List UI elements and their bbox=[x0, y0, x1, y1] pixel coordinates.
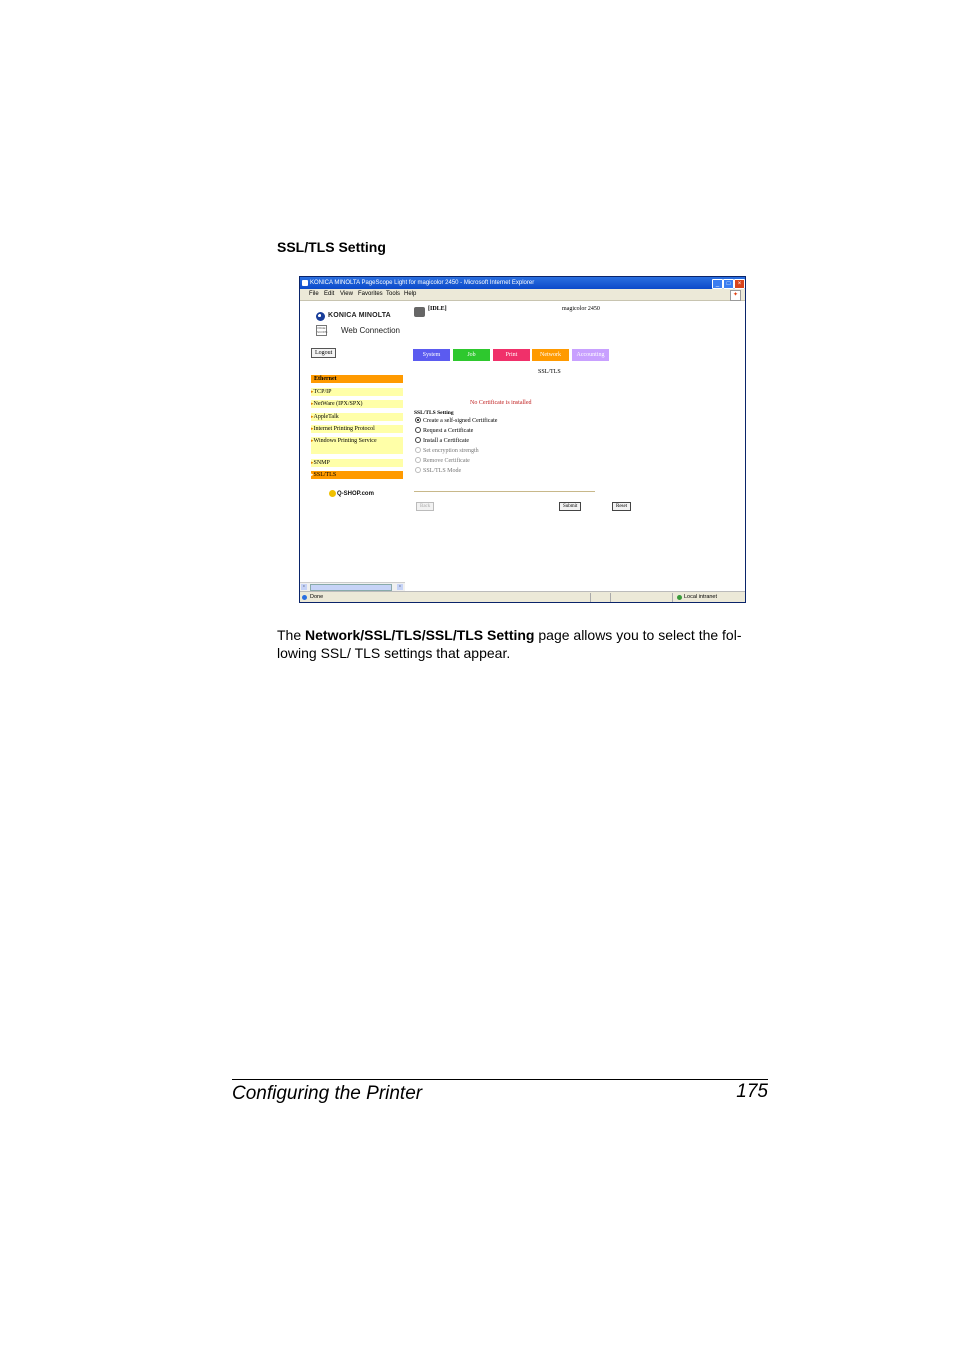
body-paragraph bbox=[277, 626, 759, 662]
status-done: Done bbox=[310, 594, 324, 600]
option-create-self-signed[interactable] bbox=[415, 417, 497, 425]
menu-help[interactable]: Help bbox=[404, 291, 417, 297]
radio-icon[interactable] bbox=[415, 437, 421, 443]
tab-job[interactable]: Job bbox=[453, 349, 490, 361]
radio-disabled-icon bbox=[415, 467, 421, 473]
menu-tools[interactable]: Tools bbox=[386, 291, 401, 297]
certificate-message: No Certificate is installed bbox=[470, 400, 532, 406]
bullet-icon: ▸ bbox=[311, 402, 314, 407]
bullet-icon: ▸ bbox=[311, 461, 314, 466]
sidebar-item-netware[interactable] bbox=[311, 400, 403, 408]
bullet-icon: ▸ bbox=[311, 439, 314, 444]
qshop-logo-icon bbox=[329, 490, 336, 497]
status-divider bbox=[590, 593, 591, 602]
printer-model: magicolor 2450 bbox=[562, 306, 600, 312]
body-text-suffix: page allows you to select the fol-lowing SSL/ TLS settings that appear. bbox=[277, 627, 742, 661]
product-name: Web Connection bbox=[341, 326, 400, 335]
option-request-certificate[interactable] bbox=[415, 427, 473, 435]
ie-window-icon bbox=[302, 280, 308, 286]
radio-disabled-icon bbox=[415, 457, 421, 463]
menu-favorites[interactable]: Favorites bbox=[358, 291, 383, 297]
sidebar-item-ssltls[interactable] bbox=[311, 471, 403, 479]
bullet-icon: ▸ bbox=[311, 415, 314, 420]
menu-file[interactable]: File bbox=[309, 291, 319, 297]
tab-print[interactable]: Print bbox=[493, 349, 530, 361]
sidebar-header-ethernet bbox=[311, 375, 403, 383]
printer-icon bbox=[414, 307, 425, 317]
brand-name: KONICA MINOLTA bbox=[328, 312, 391, 319]
sidebar-item-label: Windows Printing Service bbox=[313, 438, 377, 444]
intranet-zone-icon bbox=[677, 595, 682, 600]
browser-screenshot bbox=[299, 276, 746, 603]
qshop-link[interactable] bbox=[329, 490, 374, 497]
menu-edit[interactable]: Edit bbox=[324, 291, 335, 297]
option-label: SSL/TLS Mode bbox=[423, 468, 462, 474]
sidebar-item-label: TCP/IP bbox=[313, 389, 332, 395]
scroll-thumb[interactable] bbox=[310, 584, 392, 591]
sidebar-item-tcpip[interactable] bbox=[311, 388, 403, 396]
windows-logo-icon: ✦ bbox=[730, 290, 741, 301]
menu-bar bbox=[300, 289, 745, 301]
divider bbox=[414, 491, 595, 492]
body-text-prefix: The bbox=[277, 627, 306, 643]
radio-disabled-icon bbox=[415, 447, 421, 453]
pagescope-logo-icon: PAGE SCOPE bbox=[317, 326, 328, 334]
sidebar-header-label: Ethernet bbox=[314, 376, 337, 382]
status-bar bbox=[300, 591, 745, 603]
sidebar-item-windows-printing[interactable] bbox=[311, 437, 403, 454]
qshop-label: Q-SHOP.com bbox=[337, 491, 374, 498]
tab-system[interactable]: System bbox=[413, 349, 450, 361]
minimize-icon[interactable]: _ bbox=[712, 279, 723, 289]
sidebar-item-ipp[interactable] bbox=[311, 425, 403, 433]
body-text-bold: Network/SSL/TLS/SSL/TLS Setting bbox=[305, 627, 535, 643]
radio-selected-icon[interactable] bbox=[415, 417, 421, 423]
page-number: 175 bbox=[736, 1081, 768, 1102]
sidebar-item-label: Internet Printing Protocol bbox=[313, 426, 375, 432]
window-title: KONICA MINOLTA PageScope Light for magicolor 2450 - Microsoft Internet Explorer bbox=[310, 280, 535, 286]
option-ssltls-mode bbox=[415, 467, 461, 475]
option-label: Remove Certificate bbox=[423, 458, 470, 464]
logout-button[interactable]: Logout bbox=[311, 348, 336, 358]
sidebar-item-label: SNMP bbox=[313, 460, 330, 466]
scroll-right-icon[interactable]: › bbox=[397, 584, 403, 590]
ssl-setting-title: SSL/TLS Setting bbox=[414, 410, 454, 416]
status-divider bbox=[610, 593, 611, 602]
close-icon[interactable]: × bbox=[734, 279, 745, 289]
page-title: SSL/TLS bbox=[538, 369, 561, 375]
page-content bbox=[300, 301, 745, 583]
menu-view[interactable]: View bbox=[340, 291, 353, 297]
section-heading: SSL/TLS Setting bbox=[277, 239, 386, 255]
option-label: Set encryption strength bbox=[423, 448, 479, 454]
status-divider bbox=[672, 593, 673, 602]
option-label: Install a Certificate bbox=[423, 438, 469, 444]
option-label: Request a Certificate bbox=[423, 428, 474, 434]
footer-rule bbox=[232, 1079, 768, 1080]
bullet-icon: ▸ bbox=[311, 427, 314, 432]
submit-button[interactable]: Submit bbox=[559, 502, 581, 511]
option-encryption-strength bbox=[415, 447, 479, 455]
horizontal-scrollbar[interactable] bbox=[300, 582, 405, 591]
konica-minolta-logo-icon bbox=[316, 312, 325, 321]
radio-icon[interactable] bbox=[415, 427, 421, 433]
option-label: Create a self-signed Certificate bbox=[423, 418, 498, 424]
sidebar-item-label: NetWare (IPX/SPX) bbox=[313, 401, 363, 407]
back-button[interactable]: Back bbox=[416, 502, 434, 511]
reset-button[interactable]: Reset bbox=[612, 502, 631, 511]
option-install-certificate[interactable] bbox=[415, 437, 469, 445]
bullet-icon: ▸ bbox=[311, 390, 314, 395]
sidebar-item-appletalk[interactable] bbox=[311, 413, 403, 421]
ie-page-icon bbox=[302, 595, 307, 600]
printer-status: [IDLE] bbox=[428, 306, 447, 312]
tab-network[interactable]: Network bbox=[532, 349, 569, 361]
sidebar-item-label: AppleTalk bbox=[313, 414, 339, 420]
sidebar-item-snmp[interactable] bbox=[311, 459, 403, 467]
option-remove-certificate bbox=[415, 457, 470, 465]
scroll-left-icon[interactable]: ‹ bbox=[301, 584, 307, 590]
status-zone: Local intranet bbox=[684, 594, 718, 600]
footer-title: Configuring the Printer bbox=[232, 1083, 423, 1104]
maximize-icon[interactable]: □ bbox=[723, 279, 734, 289]
tab-accounting[interactable]: Accounting bbox=[572, 349, 609, 361]
bullet-icon: ▸ bbox=[311, 473, 314, 478]
sidebar-item-label: SSL/TLS bbox=[313, 472, 337, 478]
window-titlebar bbox=[300, 277, 745, 289]
